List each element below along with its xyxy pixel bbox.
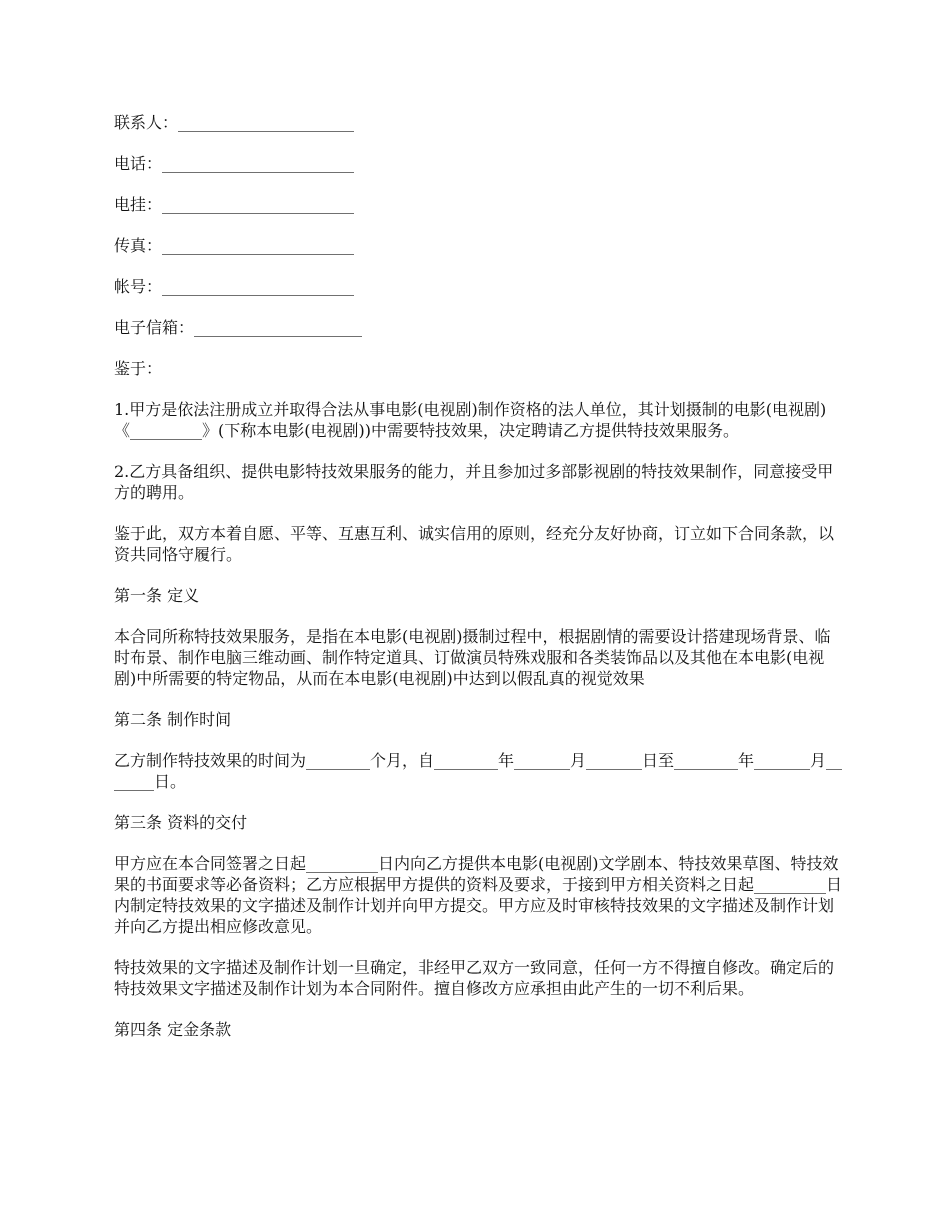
phone-field: 电话：________________________ bbox=[114, 154, 355, 173]
email-field: 电子信箱：_____________________ bbox=[114, 318, 363, 337]
article-1-text: 本合同所称特技效果服务，是指在本电影(电视剧)摄制过程中，根据剧情的需要设计搭建现场背景、临时布景、制作电脑三维动画、制作特定道具、订做演员特殊戏服和各类装饰品以及其他在本电影(电视剧)中所需要的特定物品，从而在本电影(电视剧)中达到以假乱真的视觉效果 bbox=[114, 627, 831, 688]
article-3-title: 第三条 资料的交付 bbox=[114, 813, 248, 832]
article-3-paragraph-2: 特技效果的文字描述及制作计划一旦确定，非经甲乙双方一致同意，任何一方不得擅自修改。确定后的特技效果文字描述及制作计划为本合同附件。擅自修改方应承担由此产生的一切不利后果。 bbox=[114, 958, 835, 998]
whereas-heading: 鉴于： bbox=[114, 359, 163, 378]
article-4-title: 第四条 定金条款 bbox=[114, 1020, 232, 1039]
whereas-item-1: 1.甲方是依法注册成立并取得合法从事电影(电视剧)制作资格的法人单位，其计划摄制的电影(电视剧)《_________》(下称本电影(电视剧))中需要特技效果，决定聘请乙方提供特技效果服务。 bbox=[114, 400, 827, 440]
article-3-paragraph-1: 甲方应在本合同签署之日起_________日内向乙方提供本电影(电视剧)文学剧本、特技效果草图、特技效果的书面要求等必备资料；乙方应根据甲方提供的资料及要求，于接到甲方相关资料之日起_________日内制定特技效果的文字描述及制作计划并向甲方提交。甲方应及时审核特技效果的文字描述及制作计划并向乙方提出相应修改意见。 bbox=[114, 854, 843, 936]
whereas-item-2: 2.乙方具备组织、提供电影特技效果服务的能力，并且参加过多部影视剧的特技效果制作，同意接受甲方的聘用。 bbox=[114, 462, 834, 502]
telex-field: 电挂：________________________ bbox=[114, 195, 355, 214]
whereas-conclusion: 鉴于此，双方本着自愿、平等、互惠互利、诚实信用的原则，经充分友好协商，订立如下合同条款，以资共同恪守履行。 bbox=[114, 524, 835, 564]
article-2-title: 第二条 制作时间 bbox=[114, 710, 232, 729]
fax-field: 传真：________________________ bbox=[114, 236, 355, 255]
contact-person-field: 联系人：______________________ bbox=[114, 113, 355, 132]
article-2-text: 乙方制作特技效果的时间为________个月，自________年_______月_______日至________年_______月_______日。 bbox=[114, 751, 843, 791]
account-field: 帐号：________________________ bbox=[114, 277, 355, 296]
contract-body bbox=[114, 112, 842, 1060]
article-1-title: 第一条 定义 bbox=[114, 586, 200, 605]
